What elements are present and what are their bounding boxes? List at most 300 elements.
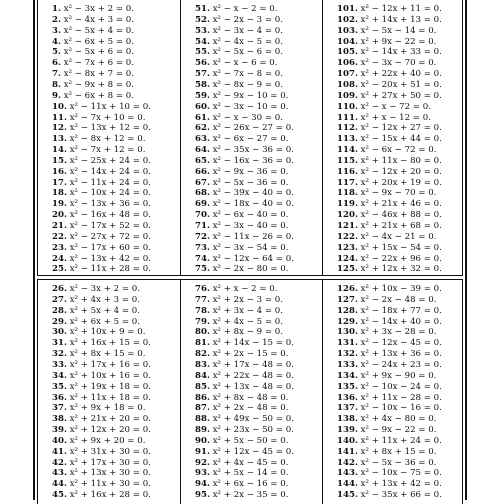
equation-number: 61. [195, 112, 210, 123]
equation-text: x² + 14x + 13 = 0. [360, 14, 442, 25]
equation-text: x² + 49x − 50 = 0. [212, 414, 294, 425]
equation-row [52, 178, 151, 188]
equation-row [52, 306, 140, 316]
equation-number: 11. [52, 112, 67, 123]
equation-number: 144. [337, 479, 358, 490]
equation-text: x² − 7x + 6 = 0. [63, 58, 134, 69]
equation-column-3 [322, 0, 464, 275]
equation-row [195, 436, 288, 446]
equation-column-1 [38, 280, 180, 504]
equation-row [195, 349, 288, 359]
equation-number: 107. [337, 69, 358, 80]
equation-text: x² + 9x − 22 = 0. [360, 36, 437, 47]
equation-number: 40. [52, 435, 67, 446]
equation-number: 44. [52, 479, 67, 490]
equation-text: x² + 16x + 28 = 0. [69, 490, 151, 501]
equation-text: x² − 10x − 75 = 0. [360, 468, 442, 479]
equation-text: x² − 6x + 8 = 0. [63, 90, 134, 101]
equation-text: x² − 3x − 10 = 0. [212, 101, 289, 112]
equation-text: x² − 8x − 9 = 0. [212, 79, 283, 90]
equation-text: x² − 14x + 33 = 0. [360, 47, 442, 58]
equation-row [195, 188, 294, 198]
equation-row [195, 113, 283, 123]
equation-text: x² − 3x + 2 = 0. [63, 4, 134, 14]
equation-number: 7. [52, 69, 61, 80]
equation-text: x² + 15x − 54 = 0. [360, 242, 442, 253]
equation-text: x² + 2x − 15 = 0. [212, 349, 289, 360]
equation-text: x² − 12x − 45 = 0. [360, 338, 442, 349]
equation-text: x² − 18x − 40 = 0. [212, 199, 294, 210]
equation-row [195, 458, 288, 468]
equation-text: x² + 21x + 68 = 0. [360, 221, 442, 231]
equation-row [195, 403, 288, 413]
equation-row [195, 210, 288, 220]
equation-number: 43. [52, 468, 67, 479]
equation-column-2 [180, 280, 322, 504]
equation-text: x² − 8x + 12 = 0. [69, 134, 146, 145]
equation-number: 138. [337, 414, 358, 425]
equation-row [337, 69, 442, 79]
equation-text: x² − 22x + 96 = 0. [360, 253, 442, 264]
equation-row [337, 102, 431, 112]
equation-text: x² + 17x + 16 = 0. [69, 359, 151, 370]
equation-number: 131. [337, 338, 358, 349]
equation-text: x² − 16x − 36 = 0. [212, 155, 294, 166]
equation-text: x² + 3x − 28 = 0. [360, 327, 437, 338]
equation-text: x² − 11x − 26 = 0. [212, 231, 294, 242]
equation-text: x² − 13x + 36 = 0. [69, 199, 151, 210]
equation-row [52, 371, 151, 381]
equation-text: x² + 5x − 50 = 0. [212, 435, 289, 446]
equation-number: 81. [195, 338, 210, 349]
equation-number: 68. [195, 188, 210, 199]
equation-text: x² + 4x − 80 = 0. [360, 414, 437, 425]
equation-row [52, 382, 151, 392]
equation-number: 53. [195, 25, 210, 36]
equation-number: 136. [337, 392, 358, 403]
equation-text: x² + 4x − 5 = 0. [212, 316, 283, 327]
equation-number: 33. [52, 359, 67, 370]
equation-number: 18. [52, 188, 67, 199]
equation-text: x² + 21x + 46 = 0. [360, 199, 442, 210]
equation-text: x² − 3x + 2 = 0. [69, 284, 140, 294]
equation-text: x² + 9x + 20 = 0. [69, 435, 146, 446]
equation-text: x² + 4x − 45 = 0. [212, 457, 289, 468]
equation-number: 86. [195, 392, 210, 403]
equation-number: 29. [52, 316, 67, 327]
equation-number: 71. [195, 221, 210, 231]
equation-row [195, 123, 294, 133]
equation-text: x² + 27x + 50 = 0. [360, 90, 442, 101]
equation-number: 21. [52, 221, 67, 231]
equation-row [337, 178, 442, 188]
equation-text: x² + 19x + 18 = 0. [69, 381, 151, 392]
equation-text: x² − 9x − 70 = 0. [360, 188, 437, 199]
equation-row [195, 91, 288, 101]
equation-text: x² + 11x − 28 = 0. [360, 392, 442, 403]
equation-text: x² + 2x − 35 = 0. [212, 490, 289, 501]
equation-row [195, 221, 288, 231]
equation-column-3 [322, 280, 464, 504]
equation-row [337, 113, 431, 123]
equation-row [337, 264, 442, 274]
equation-text: x² + 22x + 40 = 0. [360, 69, 442, 80]
equation-number: 57. [195, 69, 210, 80]
equation-text: x² − 9x − 22 = 0. [360, 425, 437, 436]
equation-text: x² − 13x + 12 = 0. [69, 123, 151, 134]
equation-text: x² + 8x + 15 = 0. [69, 349, 146, 360]
equation-row [195, 243, 288, 253]
equation-text: x² − 20x + 51 = 0. [360, 79, 442, 90]
equation-row [337, 199, 442, 209]
equation-number: 88. [195, 414, 210, 425]
equation-row [52, 145, 145, 155]
equation-text: x² + 13x + 30 = 0. [69, 468, 151, 479]
equation-row [337, 80, 442, 90]
equation-number: 142. [337, 457, 358, 468]
equation-row [337, 232, 436, 242]
equation-row [195, 102, 288, 112]
equation-text: x² − 4x + 3 = 0. [63, 14, 134, 25]
equation-row [195, 4, 278, 14]
equation-column-1 [38, 0, 180, 275]
equation-text: x² − 17x + 52 = 0. [69, 221, 151, 231]
equation-text: x² − 5x + 6 = 0. [63, 47, 134, 58]
equation-row [52, 102, 151, 112]
equation-row [337, 15, 442, 25]
equation-row [52, 490, 151, 500]
equation-number: 128. [337, 305, 358, 316]
equation-text: x² + x − 2 = 0. [212, 284, 278, 294]
equation-number: 140. [337, 435, 358, 446]
equation-row [52, 80, 134, 90]
equation-number: 25. [52, 264, 67, 275]
equation-text: x² − 5x − 6 = 0. [212, 47, 283, 58]
equation-text: x² − 15x + 44 = 0. [360, 134, 442, 145]
equation-text: x² − 3x − 4 = 0. [212, 25, 283, 36]
equation-number: 120. [337, 210, 358, 221]
equation-number: 22. [52, 231, 67, 242]
equation-number: 12. [52, 123, 67, 134]
equation-row [195, 264, 288, 274]
equation-text: x² − 8x + 7 = 0. [63, 69, 134, 80]
equation-number: 60. [195, 101, 210, 112]
equation-row [52, 113, 145, 123]
equation-number: 121. [337, 221, 358, 231]
equation-row [337, 188, 436, 198]
equation-number: 145. [337, 490, 358, 501]
equation-text: x² + 4x + 3 = 0. [69, 294, 140, 305]
equation-number: 62. [195, 123, 210, 134]
equation-row [337, 58, 436, 68]
equation-number: 64. [195, 145, 210, 156]
equation-number: 124. [337, 253, 358, 264]
equation-number: 95. [195, 490, 210, 501]
equation-text: x² + 23x − 50 = 0. [212, 425, 294, 436]
equation-row [337, 123, 442, 133]
equation-row [195, 360, 294, 370]
equation-number: 45. [52, 490, 67, 501]
equation-text: x² + 8x − 9 = 0. [212, 327, 283, 338]
equation-number: 15. [52, 155, 67, 166]
equation-text: x² + 12x + 32 = 0. [360, 264, 442, 275]
equation-text: x² + 13x + 36 = 0. [360, 349, 442, 360]
equation-row [52, 393, 151, 403]
equation-row [52, 232, 151, 242]
equation-text: x² − 27x + 72 = 0. [69, 231, 151, 242]
equation-row [195, 371, 294, 381]
equation-number: 123. [337, 242, 358, 253]
equation-text: x² − 6x + 5 = 0. [63, 36, 134, 47]
equation-text: x² + x − 12 = 0. [360, 112, 431, 123]
equation-text: x² − 5x − 36 = 0. [212, 177, 289, 188]
equation-text: x² + 12x − 45 = 0. [212, 446, 294, 457]
equation-row [337, 425, 436, 435]
equation-row [195, 69, 283, 79]
equation-text: x² − 12x + 20 = 0. [360, 166, 442, 177]
equation-text: x² − 10x − 16 = 0. [360, 403, 442, 414]
equation-text: x² − 39x − 40 = 0. [212, 188, 294, 199]
equation-row [337, 306, 442, 316]
equation-row [52, 403, 145, 413]
equation-row [195, 80, 283, 90]
equation-row [195, 447, 294, 457]
equation-row [337, 479, 442, 489]
equation-row [52, 360, 151, 370]
equation-text: x² + 10x − 39 = 0. [360, 284, 442, 294]
equation-row [337, 221, 442, 231]
equation-number: 87. [195, 403, 210, 414]
equation-text: x² + 2x − 3 = 0. [212, 294, 283, 305]
equation-text: x² − 9x + 8 = 0. [63, 79, 134, 90]
equation-number: 110. [337, 101, 358, 112]
equation-number: 10. [52, 101, 67, 112]
equation-row [195, 327, 283, 337]
equation-row [52, 254, 151, 264]
equation-row [52, 91, 134, 101]
equation-number: 79. [195, 316, 210, 327]
equation-row [195, 156, 294, 166]
equation-row [52, 221, 151, 231]
equation-text: x² − 14x + 40 = 0. [360, 316, 442, 327]
equation-block-top [37, 0, 463, 276]
equation-number: 89. [195, 425, 210, 436]
equation-row [195, 145, 294, 155]
equation-number: 65. [195, 155, 210, 166]
equation-row [195, 479, 288, 489]
equation-text: x² + 16x + 15 = 0. [69, 338, 151, 349]
equation-row [52, 123, 151, 133]
equation-text: x² + 8x + 15 = 0. [360, 446, 437, 457]
equation-row [195, 414, 294, 424]
equation-number: 126. [337, 284, 358, 294]
equation-number: 59. [195, 90, 210, 101]
equation-row [195, 37, 283, 47]
equation-number: 41. [52, 446, 67, 457]
equation-number: 94. [195, 479, 210, 490]
equation-text: x² + 11x + 18 = 0. [69, 392, 151, 403]
equation-number: 118. [337, 188, 358, 199]
equation-number: 72. [195, 231, 210, 242]
equation-row [195, 425, 294, 435]
equation-number: 119. [337, 199, 358, 210]
equation-row [337, 393, 442, 403]
equation-text: x² − 35x + 66 = 0. [360, 490, 442, 501]
equation-text: x² + 6x + 5 = 0. [69, 316, 140, 327]
equation-text: x² − 11x + 24 = 0. [69, 177, 151, 188]
equation-number: 52. [195, 14, 210, 25]
equation-row [337, 134, 442, 144]
equation-text: x² + 2x − 48 = 0. [212, 403, 289, 414]
equation-text: x² − x − 30 = 0. [212, 112, 283, 123]
equation-text: x² + 10x + 16 = 0. [69, 370, 151, 381]
equation-text: x² − 7x + 12 = 0. [69, 145, 146, 156]
equation-text: x² + 13x + 42 = 0. [360, 479, 442, 490]
equation-row [337, 156, 442, 166]
equation-number: 133. [337, 359, 358, 370]
equation-text: x² + 3x − 4 = 0. [212, 305, 283, 316]
equation-row [337, 414, 436, 424]
equation-row [195, 393, 288, 403]
equation-number: 16. [52, 166, 67, 177]
equation-number: 63. [195, 134, 210, 145]
equation-number: 141. [337, 446, 358, 457]
equation-number: 26. [52, 284, 67, 294]
equation-number: 42. [52, 457, 67, 468]
equation-row [52, 167, 151, 177]
equation-row [337, 458, 436, 468]
equation-number: 51. [195, 4, 210, 14]
equation-text: x² + 5x + 4 = 0. [69, 305, 140, 316]
equation-row [195, 317, 283, 327]
equation-number: 137. [337, 403, 358, 414]
equation-number: 127. [337, 294, 358, 305]
equation-number: 108. [337, 79, 358, 90]
equation-text: x² − 24x + 23 = 0. [360, 359, 442, 370]
equation-text: x² + 10x + 9 = 0. [69, 327, 146, 338]
equation-text: x² + 21x + 20 = 0. [69, 414, 151, 425]
equation-text: x² − 5x − 36 = 0. [360, 457, 437, 468]
equation-number: 132. [337, 349, 358, 360]
equation-text: x² − 12x − 64 = 0. [212, 253, 294, 264]
equation-text: x² + 14x − 15 = 0. [212, 338, 294, 349]
equation-text: x² − 5x + 4 = 0. [63, 25, 134, 36]
equation-row [52, 284, 140, 294]
equation-number: 135. [337, 381, 358, 392]
equation-row [337, 47, 442, 57]
equation-text: x² − 9x − 10 = 0. [212, 90, 289, 101]
equation-text: x² + 31x + 30 = 0. [69, 446, 151, 457]
equation-number: 102. [337, 14, 358, 25]
equation-number: 27. [52, 294, 67, 305]
equation-number: 35. [52, 381, 67, 392]
equation-text: x² − 4x − 21 = 0. [360, 231, 437, 242]
equation-column-2 [180, 0, 322, 275]
equation-text: x² + 6x − 16 = 0. [212, 479, 289, 490]
equation-row [337, 338, 442, 348]
equation-number: 54. [195, 36, 210, 47]
equation-text: x² − 3x − 40 = 0. [212, 221, 289, 231]
equation-row [195, 254, 294, 264]
equation-number: 125. [337, 264, 358, 275]
equation-number: 134. [337, 370, 358, 381]
equation-row [337, 317, 442, 327]
equation-number: 56. [195, 58, 210, 69]
equation-number: 34. [52, 370, 67, 381]
equation-row [52, 295, 140, 305]
equation-number: 85. [195, 381, 210, 392]
equation-number: 1. [52, 4, 61, 14]
equation-text: x² − 26x − 27 = 0. [212, 123, 294, 134]
equation-number: 83. [195, 359, 210, 370]
equation-row [337, 210, 442, 220]
equation-row [52, 468, 151, 478]
equation-row [195, 295, 283, 305]
equation-text: x² + 20x + 19 = 0. [360, 177, 442, 188]
equation-number: 78. [195, 305, 210, 316]
equation-text: x² + 8x − 48 = 0. [212, 392, 289, 403]
equation-text: x² − 16x + 48 = 0. [69, 210, 151, 221]
equation-text: x² − 11x + 28 = 0. [69, 264, 151, 275]
equation-number: 113. [337, 134, 358, 145]
equation-row [52, 210, 151, 220]
equation-text: x² − 13x + 42 = 0. [69, 253, 151, 264]
equation-number: 90. [195, 435, 210, 446]
equation-number: 129. [337, 316, 358, 327]
equation-row [52, 156, 151, 166]
equation-number: 55. [195, 47, 210, 58]
equation-number: 69. [195, 199, 210, 210]
equation-row [195, 167, 288, 177]
equation-number: 20. [52, 210, 67, 221]
equation-row [195, 199, 294, 209]
equation-number: 76. [195, 284, 210, 294]
equation-row [195, 306, 283, 316]
equation-row [52, 414, 151, 424]
equation-row [337, 468, 442, 478]
equation-text: x² − 10x + 24 = 0. [69, 188, 151, 199]
equation-row [52, 264, 151, 274]
equation-row [195, 178, 288, 188]
equation-text: x² − 9x − 36 = 0. [212, 166, 289, 177]
equation-text: x² − 18x + 77 = 0. [360, 305, 442, 316]
equation-text: x² − 3x − 70 = 0. [360, 58, 437, 69]
equation-number: 143. [337, 468, 358, 479]
equation-number: 58. [195, 79, 210, 90]
equation-number: 91. [195, 446, 210, 457]
equation-text: x² − x − 2 = 0. [212, 4, 278, 14]
equation-number: 6. [52, 58, 61, 69]
equation-number: 122. [337, 231, 358, 242]
equation-number: 2. [52, 14, 61, 25]
equation-text: x² − 3x − 54 = 0. [212, 242, 289, 253]
equation-row [337, 349, 442, 359]
equation-text: x² − 14x + 24 = 0. [69, 166, 151, 177]
equation-number: 37. [52, 403, 67, 414]
equation-row [195, 232, 294, 242]
equation-row [52, 458, 151, 468]
equation-row [52, 58, 134, 68]
equation-text: x² + 17x + 30 = 0. [69, 457, 151, 468]
equation-row [195, 134, 288, 144]
equation-row [195, 338, 294, 348]
equation-row [195, 26, 283, 36]
equation-number: 30. [52, 327, 67, 338]
equation-text: x² + 11x + 24 = 0. [360, 435, 442, 446]
equation-row [195, 284, 278, 294]
equation-number: 38. [52, 414, 67, 425]
equation-number: 75. [195, 264, 210, 275]
